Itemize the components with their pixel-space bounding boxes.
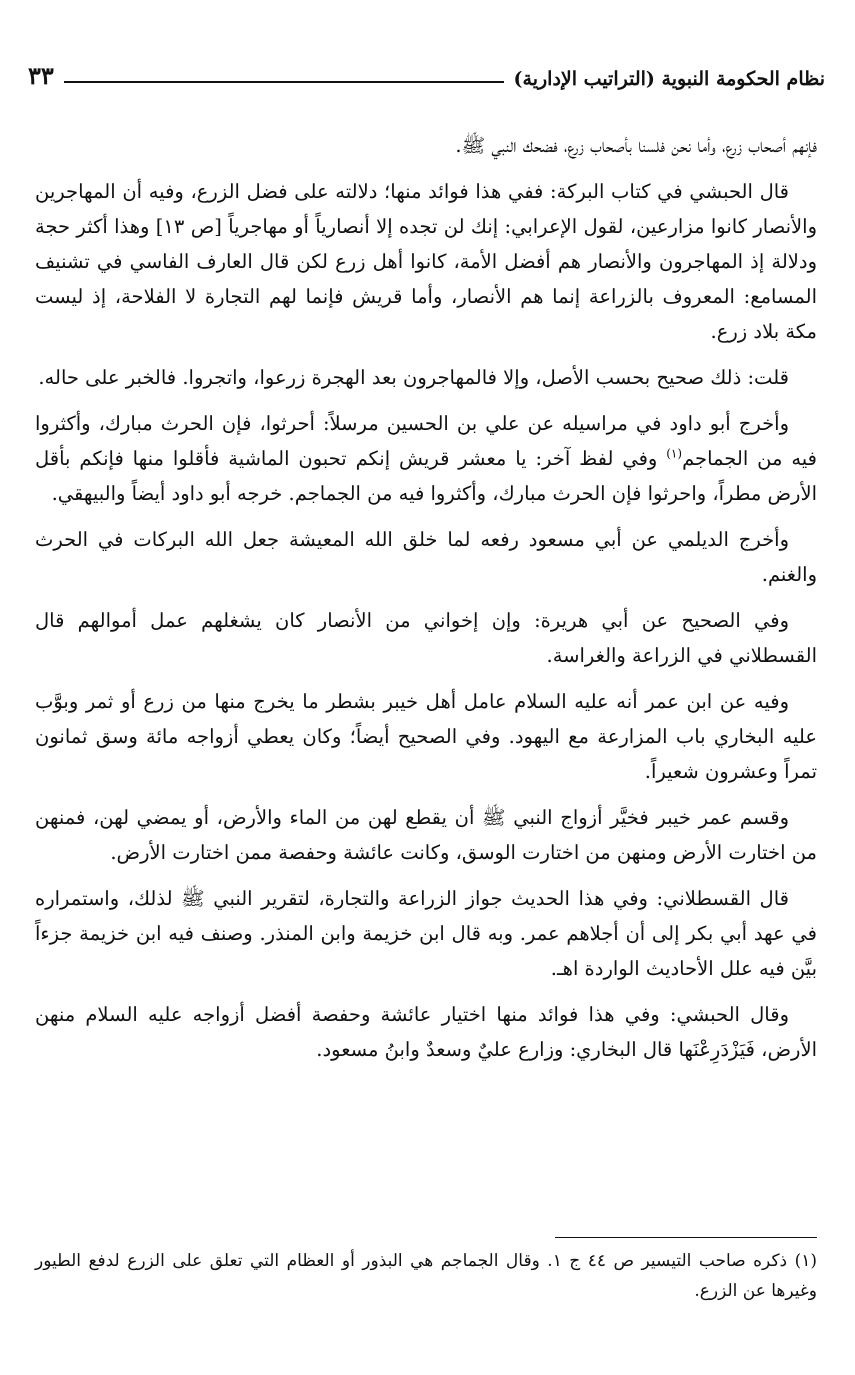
footnote-separator	[555, 1237, 817, 1238]
paragraph-9: قال القسطلاني: وفي هذا الحديث جواز الزراعة والتجارة، لتقرير النبي ﷺ لذلك، واستمراره في عهد أبي بكر إلى أن أجلاهم عمر. وبه قال ابن خزيمة وابن المنذر. وصنف فيه ابن خزيمة جزءاً بيَّن فيه علل الأحاديث الواردة اهـ.	[35, 887, 817, 980]
paragraph-5-start: وأخرج	[728, 528, 789, 551]
paragraph-1: فإنهم أصحاب زرع، وأما نحن فلسنا بأصحاب زرع، فضحك النبي ﷺ.	[455, 134, 817, 157]
paragraph-7: وفيه عن ابن عمر أنه عليه السلام عامل أهل خيبر بشطر ما يخرج منها من زرع أو ثمر وبوَّب عليه البخاري باب المزارعة مع اليهود. وفي الصحيح أيضاً؛ وكان يعطي أزواجه مائة وسق ثمانون تمراً وعشرون شعيراً.	[35, 690, 817, 783]
paragraph-4-text: وأخرج أبو داود في مراسيله عن علي بن الحسين مرسلاً: أحرثوا، فإن الحرث مبارك، وأكثروا فيه من الجماجم	[35, 412, 817, 470]
paragraph-2: قال الحبشي في كتاب البركة: ففي هذا فوائد منها؛ دلالته على فضل الزرع، وفيه أن المهاجرين والأنصار كانوا مزارعين، لقول الإعرابي: إنك لن تجده إلا أنصارياً أو مهاجرياً [ص ١٣] وهذا أكثر حجة ودلالة إذ المهاجرون والأنصار هم أفضل الأمة، كانوا أهل زرع لكن قال العارف الفاسي في تشنيف المسامع: المعروف بالزراعة إنما هم الأنصار، وأما قريش فإنما لهم التجارة لا الفلاحة، إذ ليست مكة بلاد زرع.	[35, 180, 817, 343]
running-header	[28, 50, 825, 90]
footnote-block	[35, 1246, 817, 1306]
paragraph-5-text: الديلمي عن أبي مسعود رفعه لما خلق الله المعيشة جعل الله البركات في الحرث والغنم.	[35, 528, 817, 586]
header-rule	[64, 81, 504, 83]
paragraph-3: قلت: ذلك صحيح بحسب الأصل، وإلا فالمهاجرون بعد الهجرة زرعوا، واتجروا. فالخبر على حاله.	[38, 366, 789, 389]
footnote-1: (١) ذكره صاحب التيسير ص ٤٤ ج ١. وقال الجماجم هي البذور أو العظام التي تعلق على الزرع لدفع الطيور وغيرها عن الزرع.	[35, 1251, 817, 1301]
paragraph-10: وقال الحبشي: وفي هذا فوائد منها اختيار عائشة وحفصة أفضل أزواجه عليه السلام منهن الأرض، فَيَزْدَرِعْنَها قال البخاري: وزارع عليٌ وسعدٌ وابنُ مسعود.	[35, 1003, 817, 1061]
paragraph-5	[35, 522, 817, 592]
paragraph-4	[35, 406, 817, 511]
page-number: ٣٣	[28, 61, 54, 90]
main-text	[35, 128, 817, 1078]
footnote-reference: (١)	[666, 446, 683, 461]
paragraph-4-rest: وفي لفظ آخر: يا معشر قريش إنكم تحبون الماشية فأقلوا منها فإنكم بأقل الأرض مطراً، واحرثوا فإن الحرث مبارك، وأكثروا فيه من الجماجم. خرجه أبو داود أيضاً والبيهقي.	[35, 447, 817, 505]
paragraph-8: وقسم عمر خيبر فخيَّر أزواج النبي ﷺ أن يقطع لهن من الماء والأرض، أو يمضي لهن، فمنهن من اختارت الأرض ومنهن من اختارت الوسق، وكانت عائشة وحفصة ممن اختارت الأرض.	[35, 806, 817, 864]
book-title: نظام الحكومة النبوية (التراتيب الإدارية)	[513, 68, 825, 90]
paragraph-6: وفي الصحيح عن أبي هريرة: وإن إخواني من الأنصار كان يشغلهم عمل أموالهم قال القسطلاني في الزراعة والغراسة.	[35, 609, 817, 667]
